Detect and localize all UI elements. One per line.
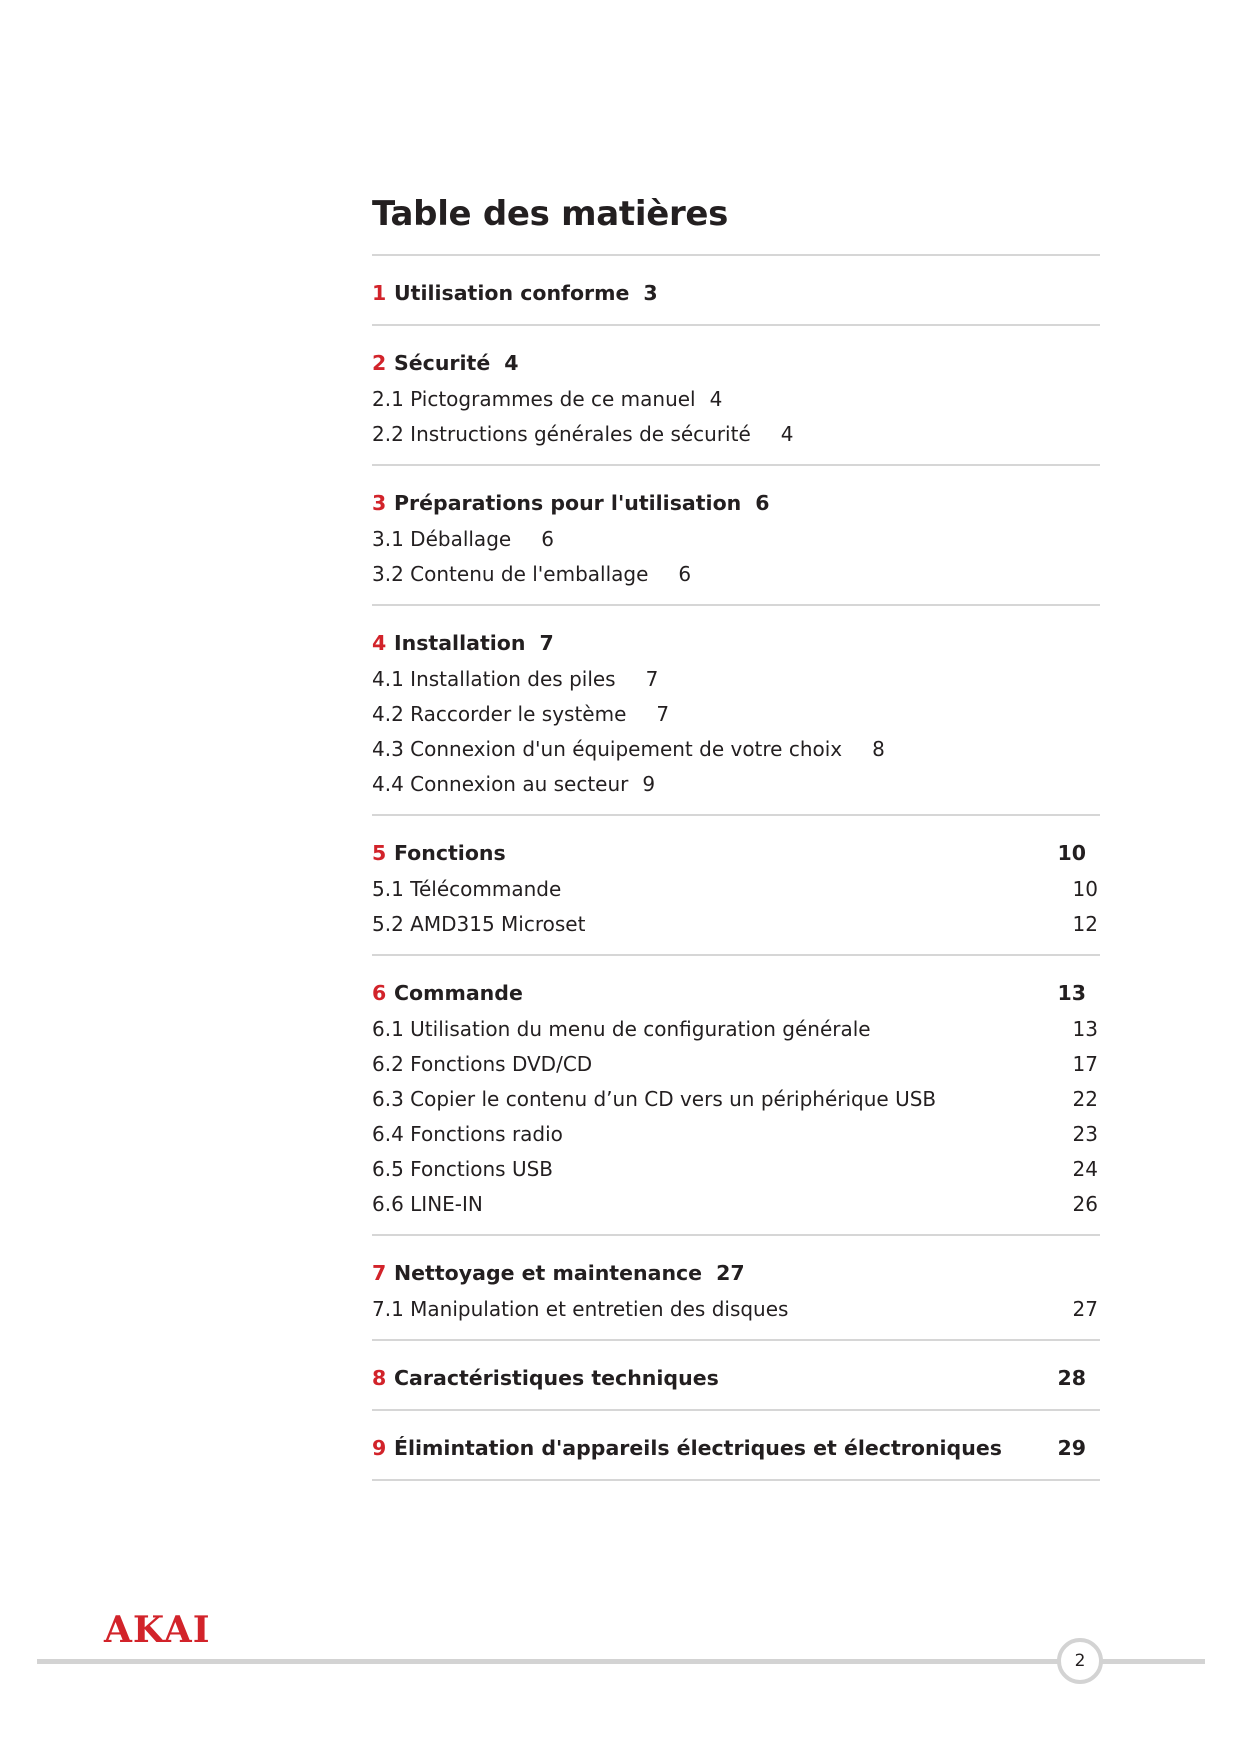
section-title: Caractéristiques techniques <box>394 1366 719 1390</box>
section-number: 2 <box>372 351 387 375</box>
toc-entry[interactable] <box>372 907 1100 942</box>
section-page-number: 6 <box>755 491 770 515</box>
entry-title: 6.4 Fonctions radio <box>372 1122 563 1146</box>
toc-entry[interactable] <box>372 1047 1100 1082</box>
entry-title: 6.2 Fonctions DVD/CD <box>372 1052 593 1076</box>
entry-page-number: 6 <box>541 527 554 551</box>
toc-entry[interactable] <box>372 872 1100 907</box>
entry-page-number: 4 <box>780 422 794 446</box>
toc-section-1 <box>372 254 1100 324</box>
toc-section-7 <box>372 1234 1100 1339</box>
entry-title: 7.1 Manipulation et entretien des disques <box>372 1297 789 1321</box>
section-page-number: 29 <box>1057 1436 1086 1460</box>
entry-title: 4.3 Connexion d'un équipement de votre choix <box>372 737 843 761</box>
entry-page-number: 7 <box>645 667 659 691</box>
section-page-number: 3 <box>643 281 658 305</box>
toc-section-9 <box>372 1409 1100 1481</box>
toc-heading[interactable] <box>372 345 1100 382</box>
toc-entry[interactable] <box>372 382 1100 417</box>
entry-title: 4.4 Connexion au secteur <box>372 772 629 796</box>
entry-title: 6.1 Utilisation du menu de configuration générale <box>372 1017 871 1041</box>
section-title: Installation <box>394 631 526 655</box>
section-number: 8 <box>372 1366 387 1390</box>
section-page-number: 13 <box>1057 981 1086 1005</box>
toc-heading[interactable] <box>372 1360 1100 1397</box>
toc-section-5 <box>372 814 1100 954</box>
footer-rule <box>37 1659 1205 1664</box>
toc-sections <box>372 254 1100 1481</box>
toc-section-2 <box>372 324 1100 464</box>
section-page-number: 28 <box>1057 1366 1086 1390</box>
section-title: Élimintation d'appareils électriques et électroniques <box>394 1436 1002 1460</box>
entry-page-number: 23 <box>1072 1122 1098 1146</box>
toc-heading[interactable] <box>372 1430 1100 1467</box>
entry-page-number: 9 <box>642 772 656 796</box>
section-number: 5 <box>372 841 387 865</box>
toc-entry[interactable] <box>372 1187 1100 1222</box>
toc-section-3 <box>372 464 1100 604</box>
section-number: 1 <box>372 281 387 305</box>
entry-title: 5.1 Télécommande <box>372 877 562 901</box>
entry-title: 6.6 LINE-IN <box>372 1192 483 1216</box>
entry-title: 4.1 Installation des piles <box>372 667 616 691</box>
entry-page-number: 27 <box>1072 1297 1098 1321</box>
toc-entry[interactable] <box>372 1292 1100 1327</box>
toc-heading[interactable] <box>372 975 1100 1012</box>
toc-entry[interactable] <box>372 1082 1100 1117</box>
entry-title: 6.5 Fonctions USB <box>372 1157 554 1181</box>
section-page-number: 10 <box>1057 841 1086 865</box>
toc-entry[interactable] <box>372 417 1100 452</box>
entry-page-number: 7 <box>656 702 670 726</box>
section-number: 9 <box>372 1436 387 1460</box>
entry-title: 2.1 Pictogrammes de ce manuel <box>372 387 696 411</box>
section-page-number: 27 <box>716 1261 745 1285</box>
toc-section-4 <box>372 604 1100 814</box>
entry-title: 4.2 Raccorder le système <box>372 702 627 726</box>
toc-entry[interactable] <box>372 522 1100 557</box>
toc-entry[interactable] <box>372 1117 1100 1152</box>
toc-heading[interactable] <box>372 485 1100 522</box>
page-number: 2 <box>1057 1638 1103 1684</box>
section-number: 7 <box>372 1261 387 1285</box>
toc-section-6 <box>372 954 1100 1234</box>
entry-title: 2.2 Instructions générales de sécurité <box>372 422 751 446</box>
section-page-number: 4 <box>504 351 519 375</box>
entry-page-number: 10 <box>1072 877 1098 901</box>
toc-entry[interactable] <box>372 1152 1100 1187</box>
section-number: 6 <box>372 981 387 1005</box>
toc-heading[interactable] <box>372 625 1100 662</box>
section-title: Utilisation conforme <box>394 281 630 305</box>
entry-title: 3.1 Déballage <box>372 527 512 551</box>
toc-entry[interactable] <box>372 557 1100 592</box>
section-title: Nettoyage et maintenance <box>394 1261 703 1285</box>
entry-page-number: 22 <box>1072 1087 1098 1111</box>
toc-heading[interactable] <box>372 275 1100 312</box>
section-number: 3 <box>372 491 387 515</box>
toc-entry[interactable] <box>372 732 1100 767</box>
toc-entry[interactable] <box>372 662 1100 697</box>
section-title: Fonctions <box>394 841 506 865</box>
section-title: Préparations pour l'utilisation <box>394 491 742 515</box>
entry-page-number: 8 <box>872 737 885 761</box>
entry-page-number: 24 <box>1072 1157 1098 1181</box>
akai-logo: AKAI <box>104 1609 211 1651</box>
page-title: Table des matières <box>372 194 729 234</box>
entry-title: 6.3 Copier le contenu d’un CD vers un périphérique USB <box>372 1087 937 1111</box>
toc-entry[interactable] <box>372 697 1100 732</box>
section-page-number: 7 <box>539 631 554 655</box>
table-of-contents <box>372 190 1100 1481</box>
entry-title: 5.2 AMD315 Microset <box>372 912 586 936</box>
entry-title: 3.2 Contenu de l'emballage <box>372 562 649 586</box>
section-number: 4 <box>372 631 387 655</box>
toc-heading[interactable] <box>372 1255 1100 1292</box>
entry-page-number: 26 <box>1072 1192 1098 1216</box>
section-title: Sécurité <box>394 351 491 375</box>
entry-page-number: 13 <box>1072 1017 1098 1041</box>
entry-page-number: 6 <box>678 562 692 586</box>
toc-entry[interactable] <box>372 1012 1100 1047</box>
toc-entry[interactable] <box>372 767 1100 802</box>
entry-page-number: 4 <box>709 387 723 411</box>
toc-heading[interactable] <box>372 835 1100 872</box>
section-title: Commande <box>394 981 523 1005</box>
entry-page-number: 17 <box>1072 1052 1098 1076</box>
entry-page-number: 12 <box>1072 912 1098 936</box>
toc-section-8 <box>372 1339 1100 1409</box>
